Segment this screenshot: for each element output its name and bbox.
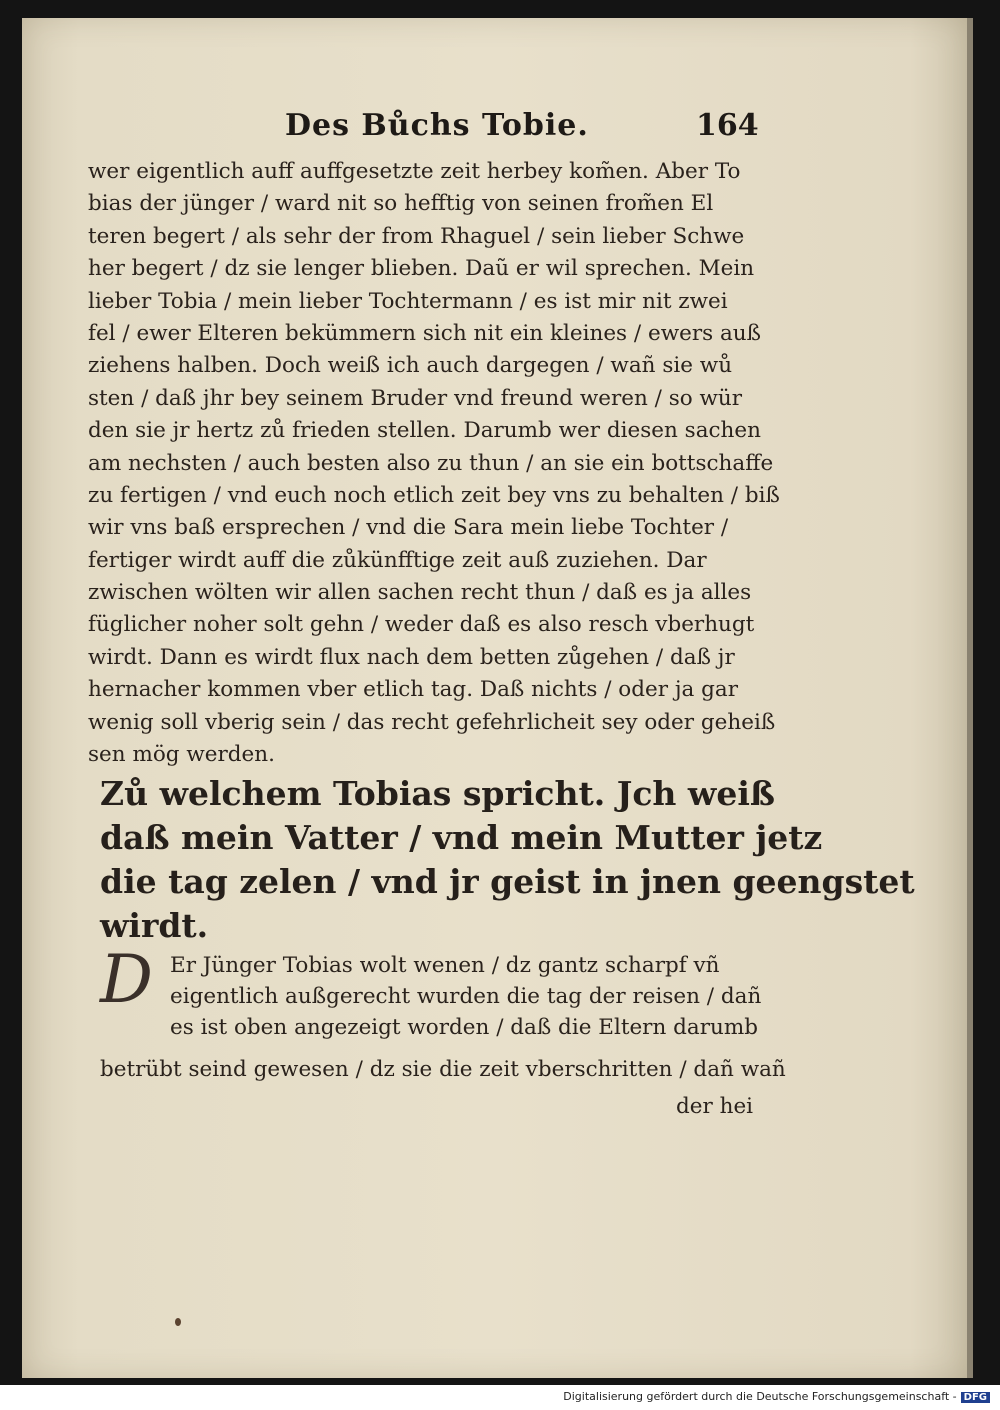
text-line: es ist oben angezeigt worden / daß die Eltern darumb: [170, 1015, 758, 1040]
text-line: hernacher kommen vber etlich tag. Daß nichts / oder ja gar: [88, 677, 739, 703]
heading-line: daß mein Vatter / vnd mein Mutter jetz: [100, 818, 823, 857]
text-line: Er Jünger Tobias wolt wenen / dz gantz scharpf vñ: [170, 953, 720, 978]
footer-text: Digitalisierung gefördert durch die Deutsche Forschungsgemeinschaft -: [563, 1390, 957, 1403]
section-heading: [100, 772, 915, 948]
funding-footer: [563, 1390, 990, 1403]
text-line: lieber Tobia / mein lieber Tochtermann / es ist mir nit zwei: [88, 288, 728, 314]
text-line: sen mög werden.: [88, 742, 275, 768]
text-line: wirdt. Dann es wirdt flux nach dem betten zůgehen / daß jr: [88, 644, 735, 670]
drop-cap-paragraph: [170, 950, 760, 1043]
body-text: [88, 156, 780, 771]
text-line: her begert / dz sie lenger blieben. Daũ er wil sprechen. Mein: [88, 256, 755, 282]
text-line: ziehens halben. Doch weiß ich auch dargegen / wañ sie wů: [88, 353, 733, 379]
text-line: zu fertigen / vnd euch noch etlich zeit bey vns zu behalten / biß: [88, 482, 780, 508]
drop-cap-initial: D: [100, 941, 153, 1018]
text-line: wenig soll vberig sein / das recht gefehrlicheit sey oder geheiß: [88, 709, 776, 735]
heading-line: wirdt.: [100, 906, 209, 945]
text-line: sten / daß jhr bey seinem Bruder vnd freund weren / so wür: [88, 385, 743, 411]
catchword: der hei: [676, 1094, 754, 1119]
heading-line: Zů welchem Tobias spricht. Jch weiß: [100, 774, 775, 813]
text-line: den sie jr hertz zů frieden stellen. Darumb wer diesen sachen: [88, 418, 761, 444]
paragraph-continuation: [100, 1054, 786, 1085]
text-line: bias der jünger / ward nit so hefftig von seinen from̃en El: [88, 191, 714, 217]
heading-line: die tag zelen / vnd jr geist in jnen geengstet: [100, 862, 915, 901]
text-line: füglicher noher solt gehn / weder daß es also resch vberhugt: [88, 612, 755, 638]
text-line: fertiger wirdt auff die zůkünfftige zeit auß zuziehen. Dar: [88, 547, 707, 573]
dfg-logo: DFG: [961, 1392, 990, 1403]
text-line: wer eigentlich auff auffgesetzte zeit herbey kom̃en. Aber To: [88, 159, 741, 184]
running-head: Des Bůchs Tobie.: [285, 108, 589, 143]
text-line: eigentlich außgerecht wurden die tag der reisen / dañ: [170, 984, 762, 1009]
text-line: wir vns baß ersprechen / vnd die Sara mein liebe Tochter /: [88, 515, 729, 541]
text-line: am nechsten / auch besten also zu thun / an sie ein bottschaffe: [88, 450, 774, 476]
text-line: zwischen wölten wir allen sachen recht thun / daß es ja alles: [88, 580, 752, 606]
text-line: fel / ewer Elteren bekümmern sich nit ein kleines / ewers auß: [88, 320, 762, 346]
text-line: teren begert / als sehr der from Rhaguel / sein lieber Schwe: [88, 223, 745, 249]
page-number: 164: [696, 108, 759, 143]
text-line: betrübt seind gewesen / dz sie die zeit vberschritten / dañ wañ: [100, 1057, 786, 1082]
ink-spot: [175, 1318, 181, 1326]
